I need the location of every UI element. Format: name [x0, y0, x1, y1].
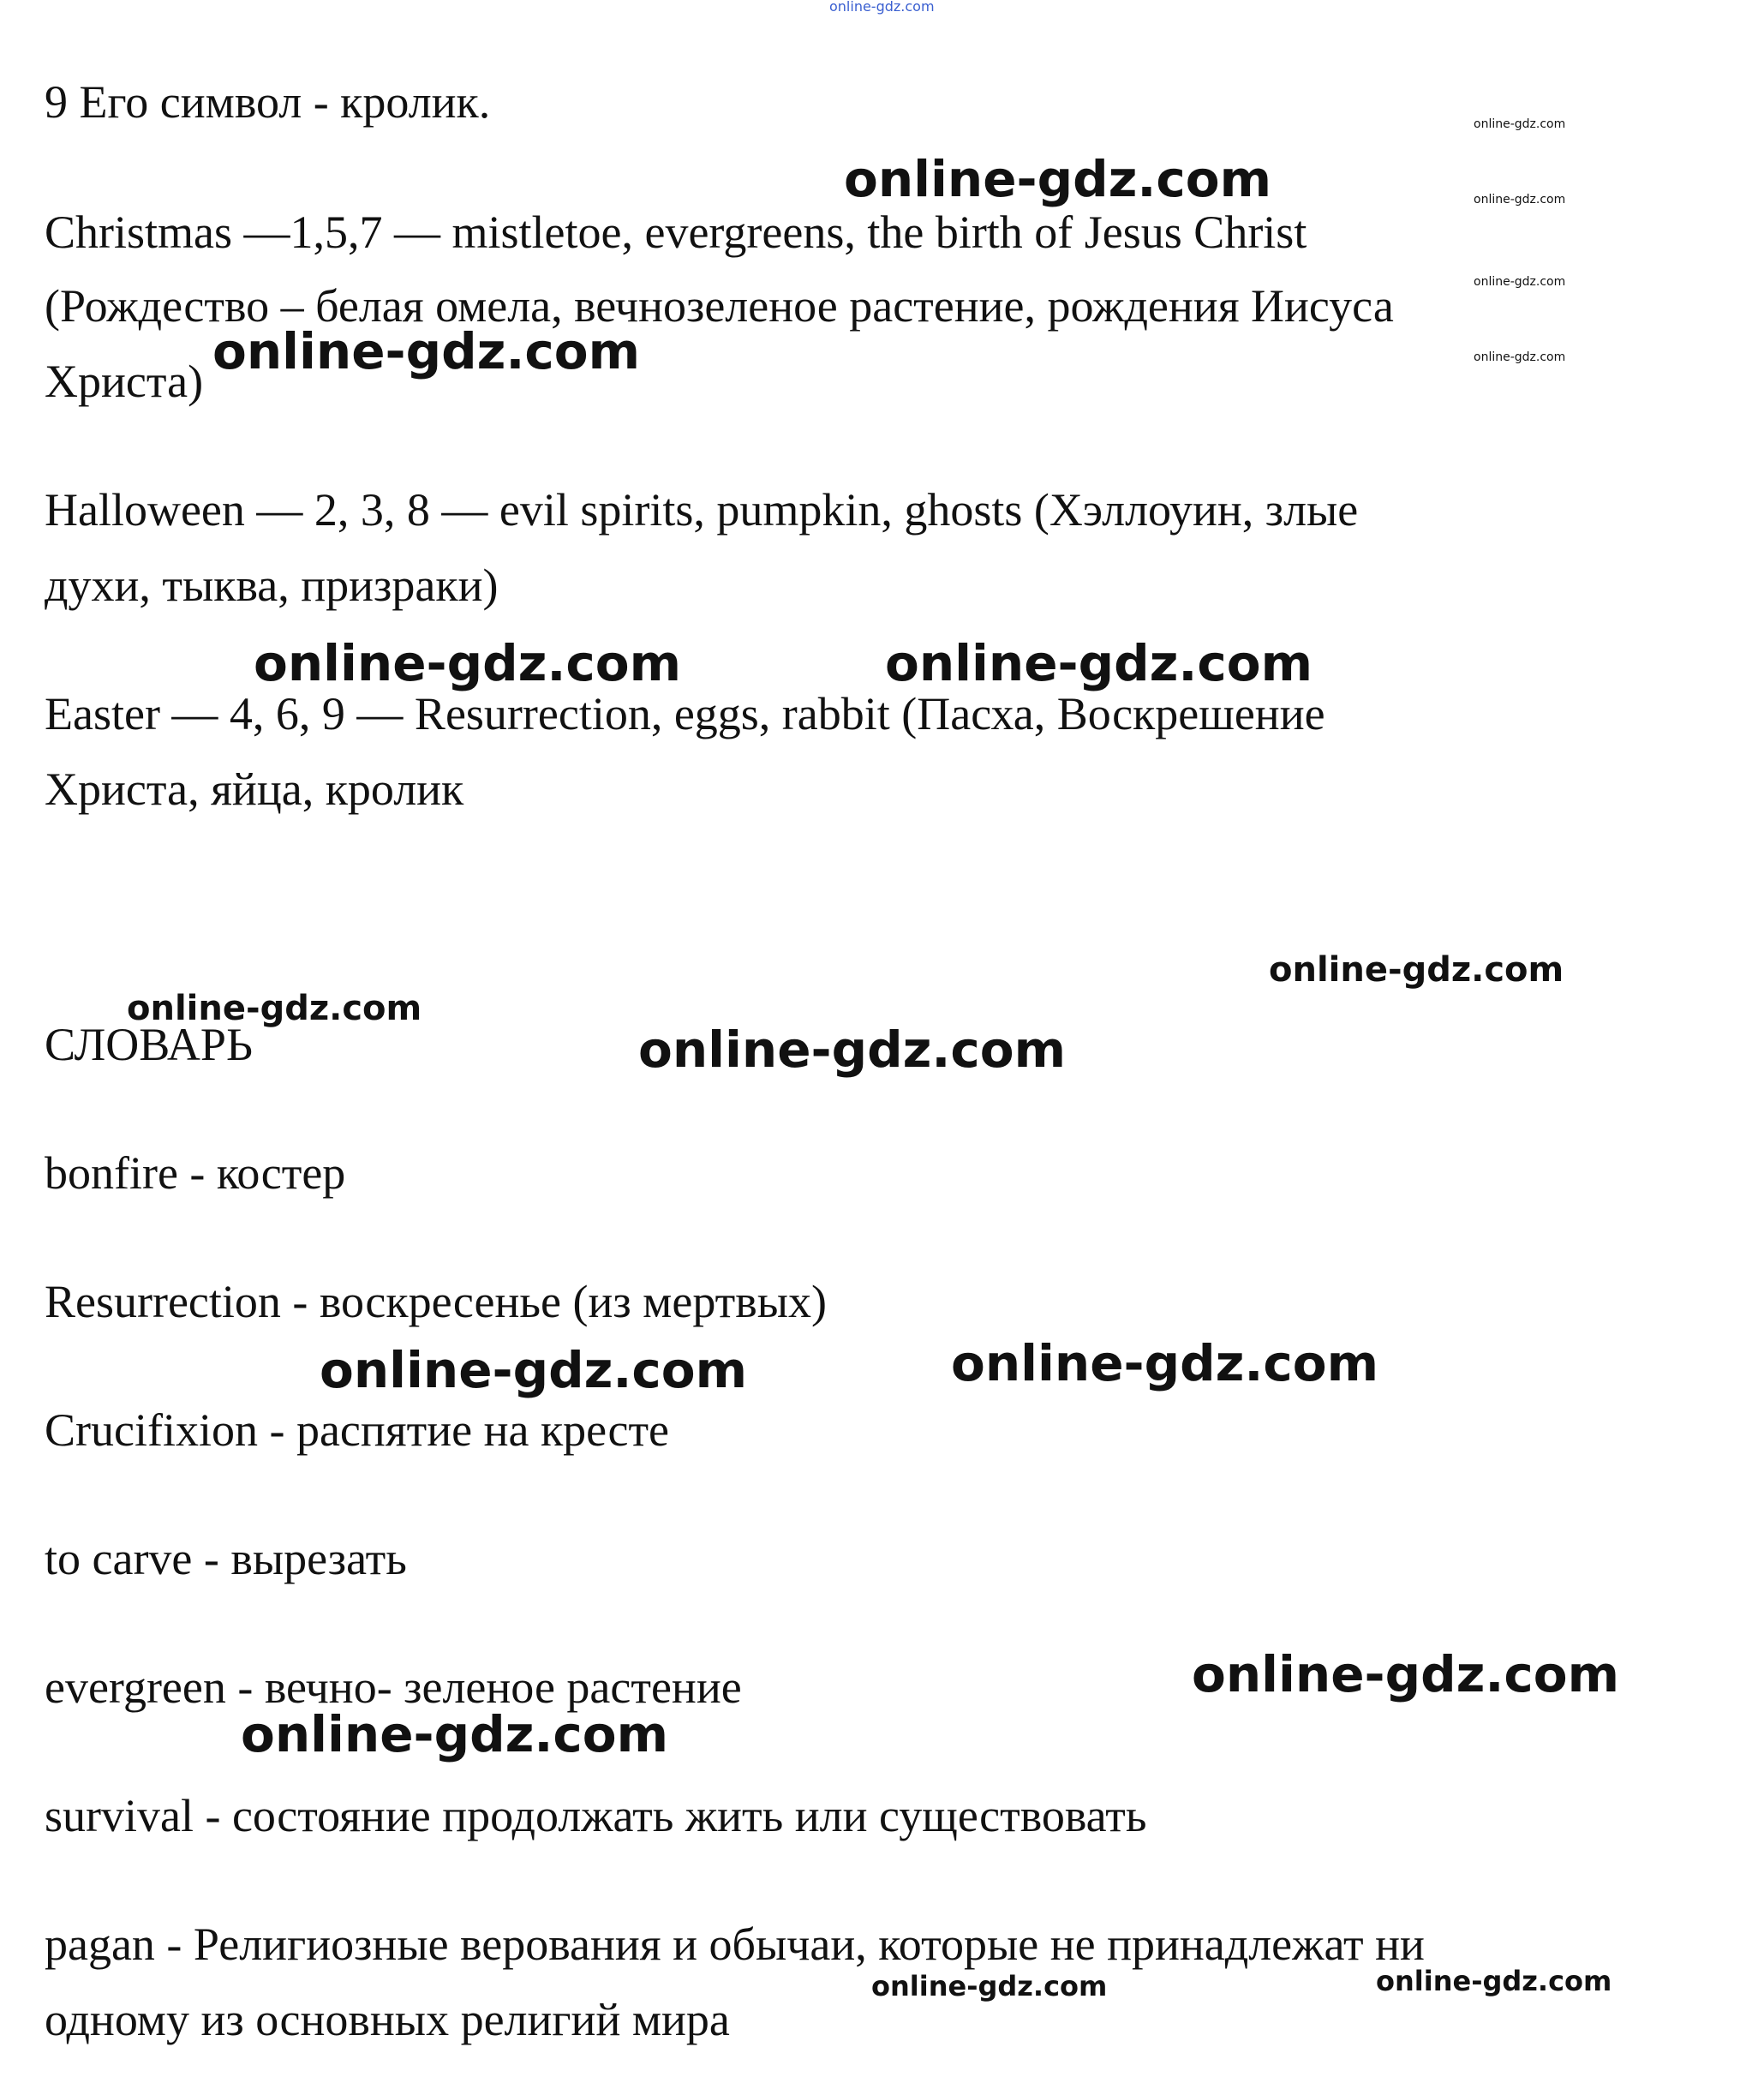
- watermark: online-gdz.com: [844, 150, 1272, 208]
- christmas-line-2: (Рождество – белая омела, вечнозеленое растение, рождения Иисуса: [45, 280, 1394, 332]
- christmas-line-1: Christmas —1,5,7 — mistletoe, evergreens, the birth of Jesus Christ: [45, 207, 1307, 258]
- easter-line-1: Easter — 4, 6, 9 — Resurrection, eggs, rabbit (Пасха, Воскрешение: [45, 688, 1325, 739]
- vocab-item: Resurrection - воскресенье (из мертвых): [45, 1276, 827, 1327]
- watermark: online-gdz.com: [951, 1334, 1379, 1392]
- pagan-line-1: pagan - Религиозные верования и обычаи, которые не принадлежат ни: [45, 1918, 1425, 1970]
- watermark: online-gdz.com: [1376, 1965, 1612, 1997]
- watermark: online-gdz.com: [638, 1021, 1067, 1079]
- watermark: online-gdz.com: [212, 322, 641, 380]
- watermark: online-gdz.com: [885, 634, 1313, 692]
- halloween-line-1: Halloween — 2, 3, 8 — evil spirits, pumpkin, ghosts (Хэллоуин, злые: [45, 484, 1359, 536]
- watermark: online-gdz.com: [254, 634, 682, 692]
- vocab-item: survival - состояние продолжать жить или существовать: [45, 1790, 1147, 1841]
- christmas-line-3: Христа): [45, 356, 204, 407]
- vocab-item: to carve - вырезать: [45, 1533, 407, 1584]
- vocab-item: Crucifixion - распятие на кресте: [45, 1404, 670, 1456]
- answer-line-9: 9 Его символ - кролик.: [45, 76, 491, 128]
- watermark: online-gdz.com: [127, 989, 422, 1028]
- watermark: online-gdz.com: [241, 1705, 669, 1763]
- watermark: online-gdz.com: [320, 1341, 748, 1399]
- watermark: online-gdz.com: [1474, 275, 1566, 289]
- watermark: online-gdz.com: [1192, 1645, 1620, 1703]
- vocab-item: bonfire - костер: [45, 1147, 346, 1199]
- vocab-item: evergreen - вечно- зеленое растение: [45, 1661, 742, 1713]
- halloween-line-2: духи, тыква, призраки): [45, 560, 499, 611]
- watermark: online-gdz.com: [1269, 950, 1564, 990]
- vocab-heading: СЛОВАРЬ: [45, 1019, 253, 1070]
- watermark: online-gdz.com: [1474, 350, 1566, 364]
- watermark: online-gdz.com: [1474, 193, 1566, 207]
- watermark: online-gdz.com: [871, 1970, 1108, 2002]
- watermark: online-gdz.com: [1474, 117, 1566, 131]
- watermark-top: online-gdz.com: [829, 0, 935, 15]
- easter-line-2: Христа, яйца, кролик: [45, 763, 464, 815]
- pagan-line-2: одному из основных религий мира: [45, 1994, 730, 2045]
